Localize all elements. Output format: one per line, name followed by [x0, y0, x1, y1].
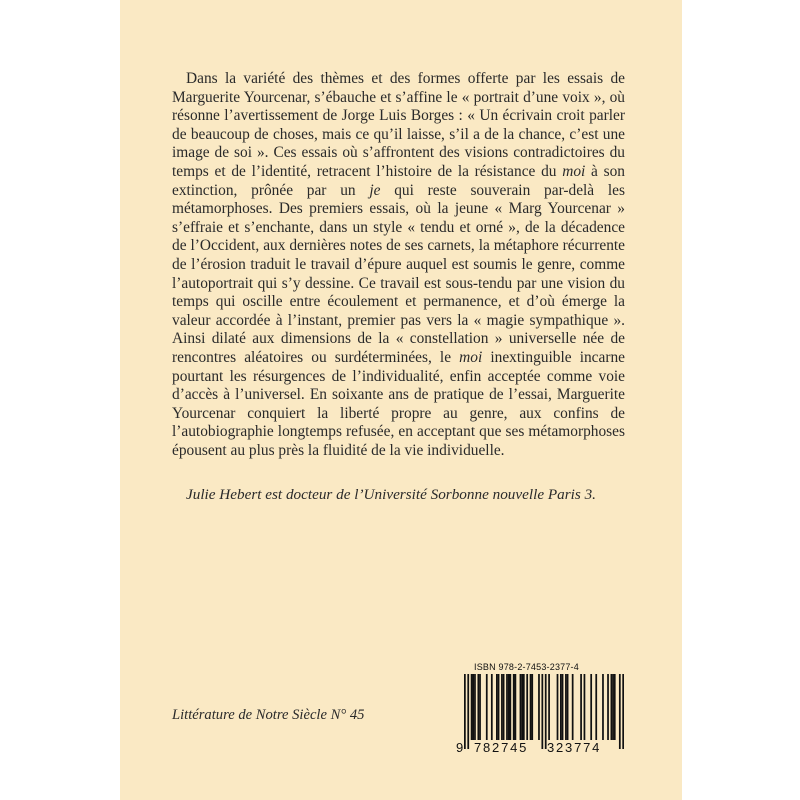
- summary-text: [172, 70, 625, 460]
- barcode-digit-lead: 9: [456, 740, 464, 755]
- barcode-bar: [530, 674, 532, 740]
- barcode-bar: [572, 674, 574, 740]
- barcode-bar: [491, 674, 493, 740]
- barcode-bar: [562, 674, 564, 740]
- barcode-bar: [538, 674, 540, 740]
- barcode-bar: [565, 674, 567, 740]
- barcode-bar: [503, 674, 505, 740]
- isbn-barcode: [456, 662, 626, 760]
- barcode-bar: [515, 674, 517, 740]
- author-note: Julie Hebert est docteur de l’Université Sorbonne nouvelle Paris 3.: [186, 486, 596, 503]
- barcode-bar: [501, 674, 503, 740]
- barcode-bar: [479, 674, 481, 740]
- barcode-bar: [548, 674, 550, 740]
- barcode-digits: [456, 740, 626, 756]
- summary-moi-1: moi: [562, 162, 586, 180]
- barcode-bar: [513, 674, 515, 740]
- barcode-bar: [498, 674, 500, 740]
- barcode-bar: [557, 674, 559, 740]
- barcode-bars: [464, 674, 624, 749]
- series-title: Littérature de Notre Siècle N° 45: [172, 707, 365, 723]
- barcode-digits-right: 323774: [547, 740, 602, 755]
- barcode-bar: [580, 674, 582, 740]
- barcode-bar: [467, 674, 469, 749]
- barcode-bar: [545, 674, 547, 749]
- barcode-bar: [523, 674, 525, 740]
- barcode-bar: [526, 674, 528, 740]
- barcode-bar: [486, 674, 488, 740]
- barcode-bar: [584, 674, 586, 740]
- barcode-bar: [612, 674, 614, 740]
- barcode-bar: [477, 674, 479, 740]
- barcode-bar: [595, 674, 597, 740]
- barcode-bar: [531, 674, 533, 740]
- barcode-bar: [614, 674, 616, 740]
- barcode-bar: [474, 674, 476, 740]
- barcode-bar: [496, 674, 498, 740]
- barcode-bar: [611, 674, 613, 740]
- summary-moi-2: moi: [459, 348, 483, 366]
- barcode-bar: [521, 674, 523, 740]
- barcode-bar: [622, 674, 624, 749]
- summary-part-2: à son extinction, prônée par un: [172, 162, 625, 199]
- barcode-bar: [590, 674, 592, 740]
- summary-part-1: Dans la variété des thèmes et des formes offerte par les essais de Marguerite Yourcenar, s’ébauche et s’affine le « portrait d’une voix », où résonne l’avertissement de Jorge Luis Borges : « Un écrivain croit parler de beaucoup de choses, mais ce qu’il laisse, s’il a de la chance, c’est une image de soi ». Ces essais où s’affrontent des visions contradictoires du temps et de l’identité, retracent l’histoire de la résistance du: [172, 70, 625, 180]
- barcode-bar: [471, 674, 473, 740]
- barcode-bar: [607, 674, 609, 740]
- barcode-bar: [619, 674, 621, 749]
- barcode-bar: [464, 674, 466, 749]
- barcode-bar: [541, 674, 543, 749]
- summary-part-4: inextinguible incarne pourtant les résurgences de l’individualité, enfin acceptée comme voie d’accès à l’universel. En soixante ans de pratique de l’essai, Marguerite Yourcenar conquiert la liberté propre au genre, aux confins de l’autobiographie longtemps refusée, en acceptant que ses métamorphoses épousent au plus près la fluidité de la vie individuelle.: [172, 348, 625, 459]
- barcode-bar: [520, 674, 522, 740]
- isbn-label: ISBN 978-2-7453-2377-4: [474, 662, 579, 672]
- barcode-bar: [602, 674, 604, 740]
- barcode-bar: [506, 674, 508, 740]
- barcode-bar: [509, 674, 511, 740]
- barcode-bar: [508, 674, 510, 740]
- barcode-digits-left: 782745: [474, 740, 529, 755]
- barcode-bar: [560, 674, 562, 740]
- barcode-bar: [567, 674, 569, 740]
- barcode-bar: [472, 674, 474, 740]
- summary-part-3: qui reste souverain par-delà les métamorphoses. Des premiers essais, où la jeune « Marg Yourcenar » s’effraie et s’enchante, dans un style « tendu et orné », de la décadence de l’Occident, aux dernières notes de ses carnets, la métaphore récurrente de l’érosion traduit le travail d’épure auquel est soumis le genre, comme l’autoportrait qui s’y dessine. Ce travail est sous-tendu par une vision du temps qui oscille entre écoulement et permanence, et d’où émerge la valeur accordée à l’instant, premier pas vers la « magie sympathique ». Ainsi dilaté aux dimensions de la « constellation » universelle née de rencontres aléatoires ou surdéterminées, le: [172, 181, 625, 366]
- summary-je: je: [369, 181, 381, 199]
